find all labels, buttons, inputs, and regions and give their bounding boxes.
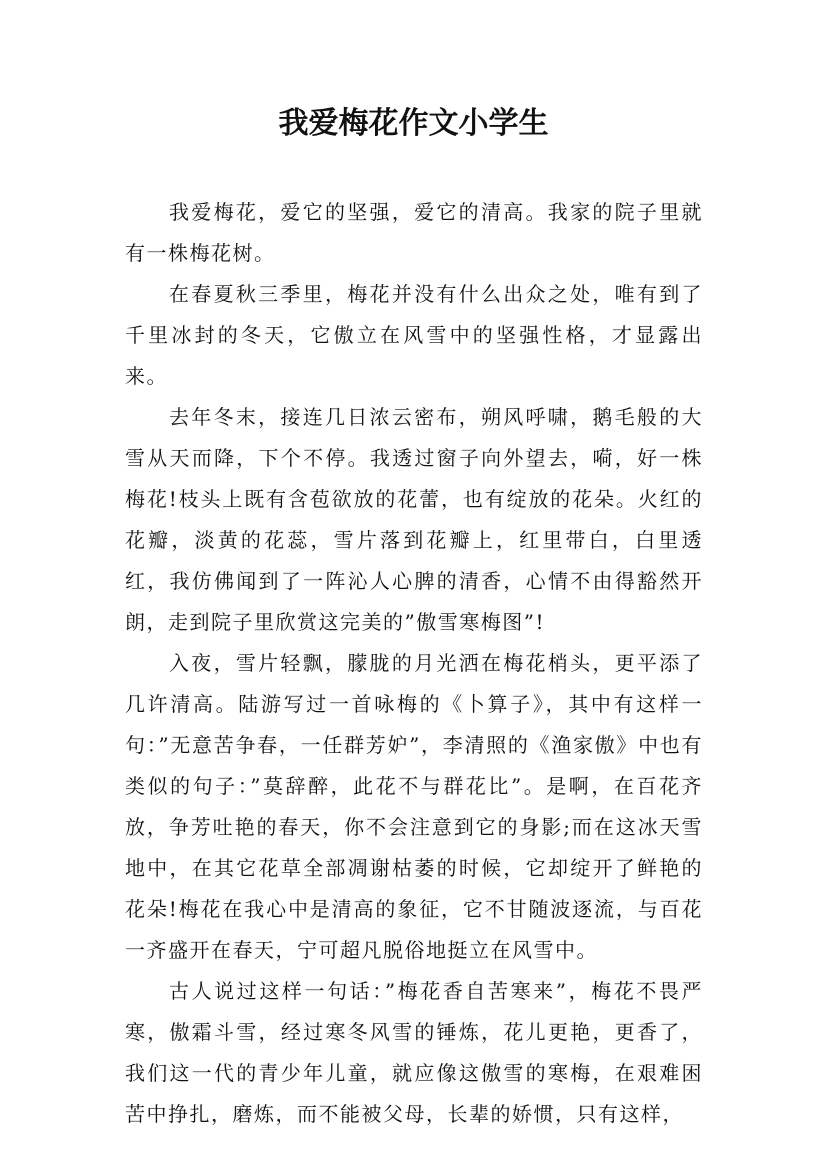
article-body <box>125 192 703 1135</box>
page-title: 我爱梅花作文小学生 <box>278 106 549 141</box>
paragraph-5: 古人说过这样一句话：”梅花香自苦寒来”，梅花不畏严寒，傲霜斗雪，经过寒冬风雪的锤炼，花儿更艳，更香了，我们这一代的青少年儿童，就应像这傲雪的寒梅，在艰难困苦中挣扎，磨炼，而不能被父母，长辈的娇惯，只有这样， <box>125 979 703 1126</box>
paragraph-1: 我爱梅花，爱它的坚强，爱它的清高。我家的院子里就有一株梅花树。 <box>125 200 703 265</box>
paragraph-4: 入夜，雪片轻飘，朦胧的月光洒在梅花梢头，更平添了几许清高。陆游写过一首咏梅的《卜算子》，其中有这样一句：”无意苦争春，一任群芳妒”，李清照的《渔家傲》中也有类似的句子：”莫辞醉，此花不与群花比”。是啊，在百花齐放，争芳吐艳的春天，你不会注意到它的身影;而在这冰天雪地中，在其它花草全部凋谢枯萎的时候，它却绽开了鲜艳的花朵!梅花在我心中是清高的象征，它不甘随波逐流，与百花一齐盛开在春天，宁可超凡脱俗地挺立在风雪中。 <box>125 651 703 962</box>
paragraph-2: 在春夏秋三季里，梅花并没有什么出众之处，唯有到了千里冰封的冬天，它傲立在风雪中的坚强性格，才显露出来。 <box>125 282 703 388</box>
paragraph-3: 去年冬末，接连几日浓云密布，朔风呼啸，鹅毛般的大雪从天而降，下个不停。我透过窗子向外望去，嗬，好一株梅花!枝头上既有含苞欲放的花蕾，也有绽放的花朵。火红的花瓣，淡黄的花蕊，雪片落到花瓣上，红里带白，白里透红，我仿佛闻到了一阵沁人心脾的清香，心情不由得豁然开朗，走到院子里欣赏这完美的”傲雪寒梅图”! <box>125 405 703 634</box>
